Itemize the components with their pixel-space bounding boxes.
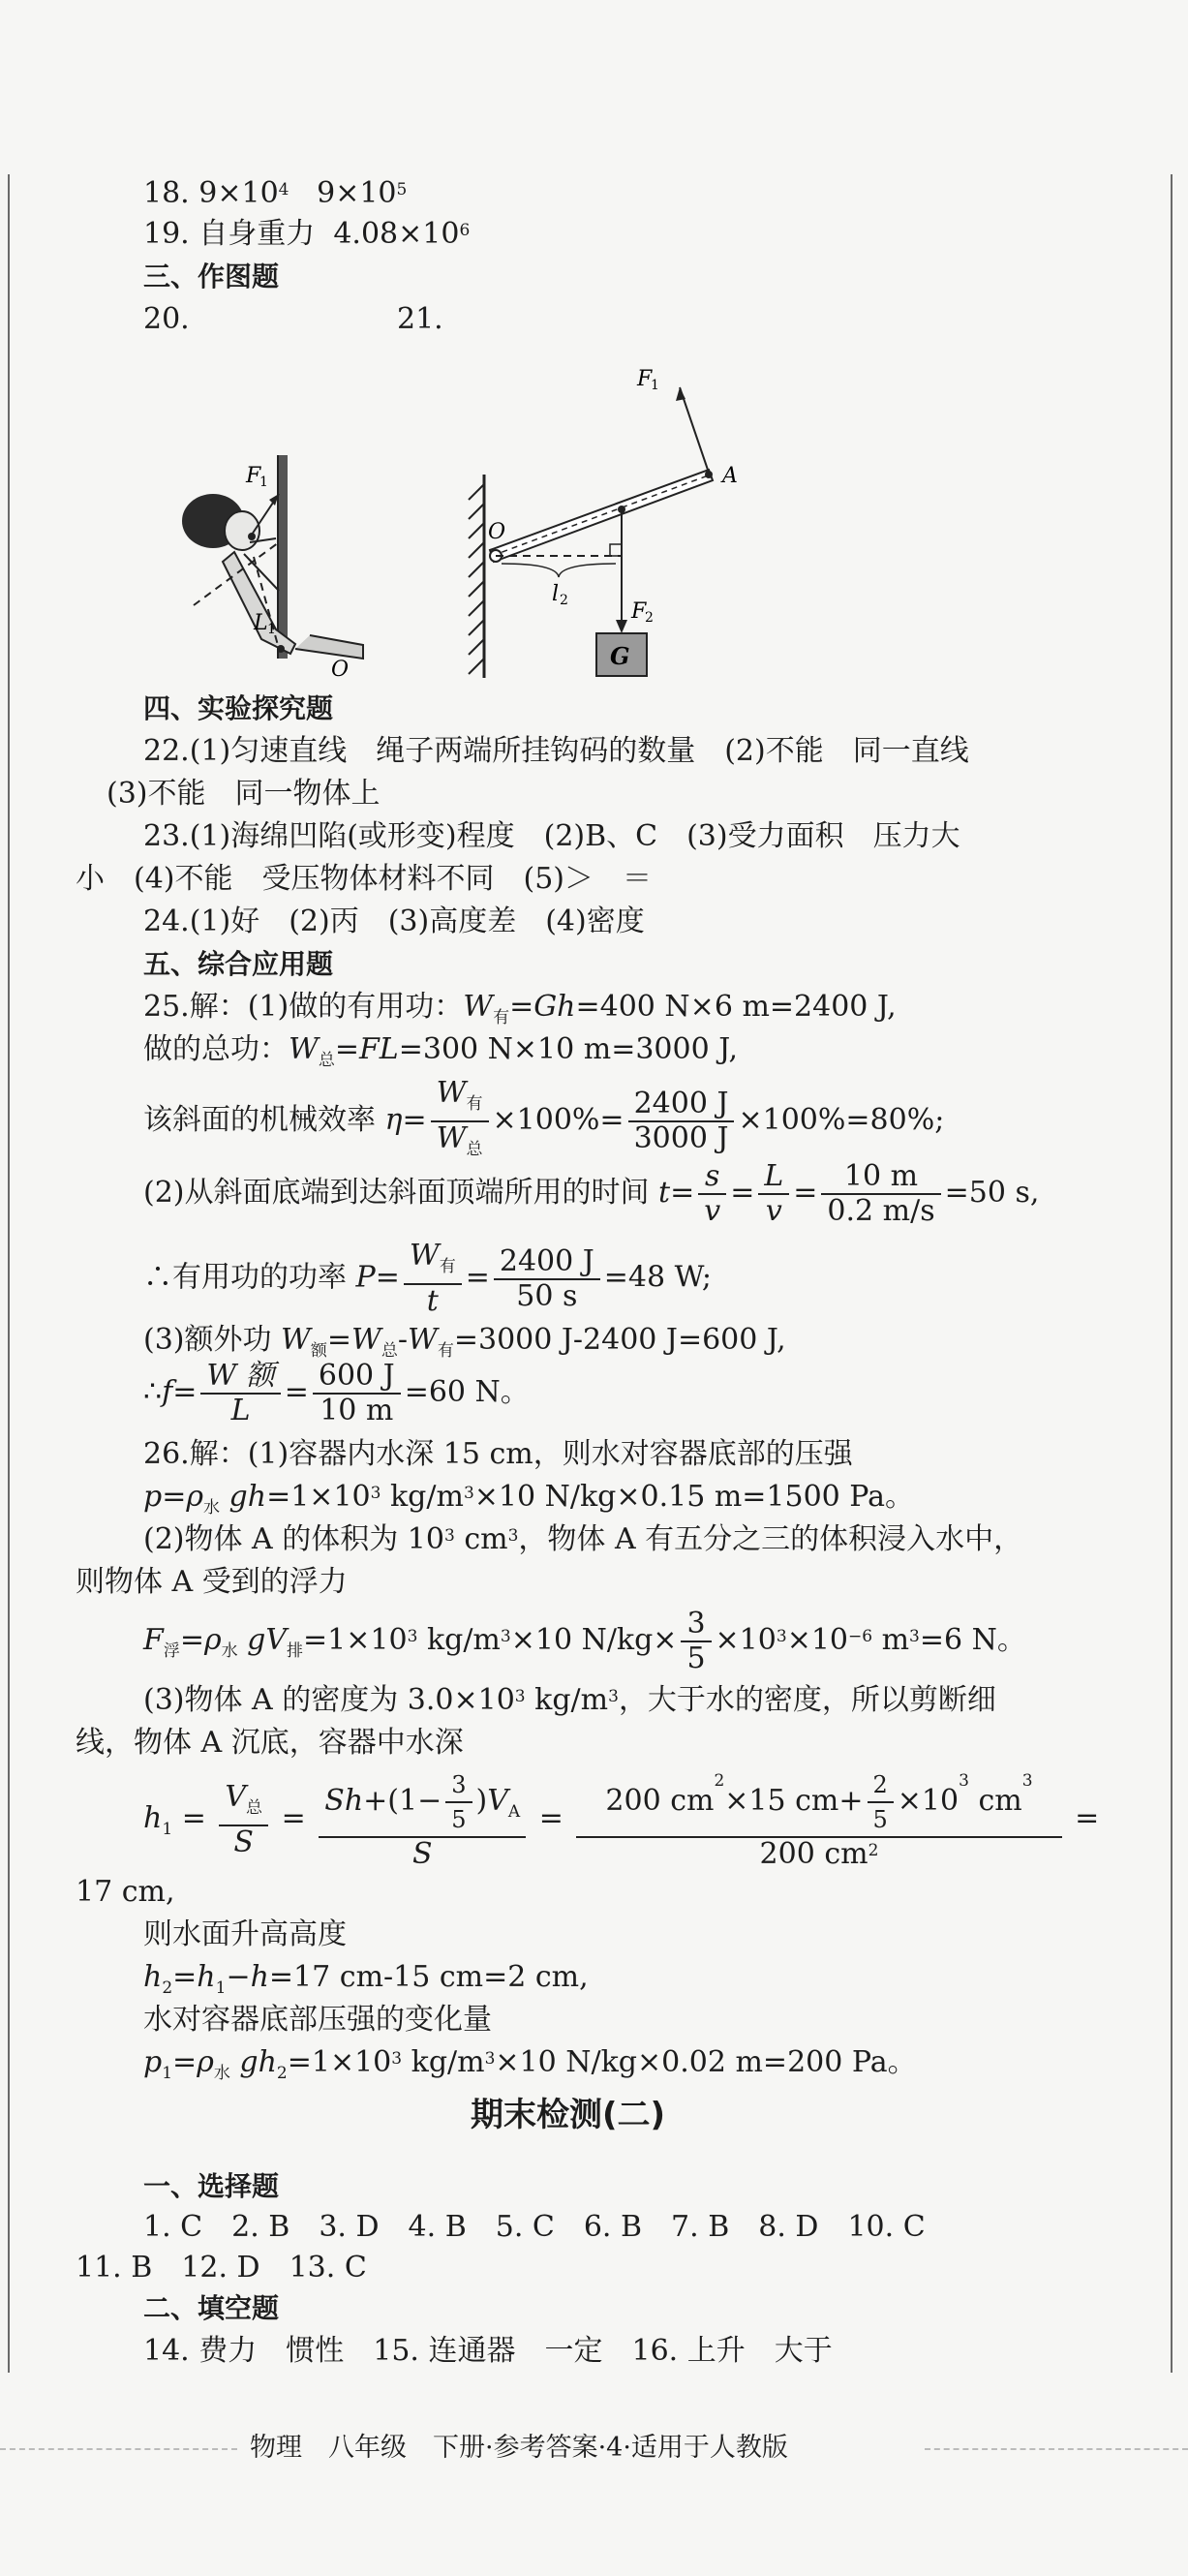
answer-26-line1: 26.解：(1)容器内水深 15 cm，则水对容器底部的压强 (143, 1437, 853, 1471)
fig20-f1-sub: 1 (259, 475, 268, 490)
answer-26-rise: $h_2=h_1-h=17$ cm-15 cm=2 cm, (143, 1960, 589, 1998)
answer-26-change-text: 水对容器底部压强的变化量 (143, 2003, 492, 2037)
fig20-f1: F (246, 464, 261, 488)
choice-answers-line1: 1. C 2. B 3. D 4. B 5. C 6. B 7. B 8. D 10. C (143, 2210, 926, 2244)
answer-26-sink: 线，物体 A 沉底，容器中水深 (76, 1726, 464, 1760)
fig21-f1: F (637, 367, 653, 391)
fig21-f1-sub: 1 (651, 378, 659, 393)
answer-26-pressure: $p=\rho_水$ $gh=1\times 10^3$ $kg/m^3\times 10$ N/kg×0.15 m=1500 Pa。 (143, 1480, 915, 1518)
answer-26-density: (3)物体 A 的密度为 $3.0\times 10^3$ $kg/m^3$，大于水的密度，所以剪断细 (143, 1683, 996, 1717)
answer-25-line2: 做的总功：$W_总=FL=300$ N×10 m=3000 J, (143, 1032, 739, 1070)
section-experiment-heading: 四、实验探究题 (143, 692, 334, 724)
right-margin-line (1171, 174, 1173, 2373)
answer-25-extra-work: (3)额外功 $W_额=W_总-W_有=3000$ J-2400 J=600 J, (143, 1323, 786, 1361)
fig20-l1-sub: 1 (267, 622, 276, 637)
fig21-o: O (488, 520, 506, 544)
fig21-a: A (722, 464, 738, 488)
answer-21-label: 21. (397, 302, 443, 336)
answer-25-power: ∴有用功的功率 P= $\frac{W_有}{t}$ = $\frac{2400 J}{50 s}$ =48 W; (143, 1239, 712, 1318)
fig21-l2: l (552, 582, 560, 606)
section-application-heading: 五、综合应用题 (143, 948, 334, 980)
fig21-f2: F (631, 599, 647, 624)
fig21-f2-sub: 2 (645, 610, 654, 626)
answer-24: 24.(1)好 (2)丙 (3)高度差 (4)密度 (143, 905, 645, 938)
answer-25-line1: 25.解：(1)做的有用功：$W_有=Gh=400$ N×6 m=2400 J, (143, 990, 897, 1027)
answer-26-buoyancy-text: 则物体 A 受到的浮力 (76, 1565, 348, 1599)
answer-25-time: (2)从斜面底端到达斜面顶端所用的时间 t= $\frac{s}{v}$ = $\frac{L}{v}$ = $\frac{10 m}{0.2 m/s}$ =50 s, (143, 1159, 1040, 1228)
fig20-o: O (331, 658, 350, 682)
footer-rule-left (0, 2448, 237, 2450)
footer-text: 物理 八年级 下册·参考答案·4·适用于人教版 (250, 2433, 788, 2463)
answer-26-rise-text: 则水面升高高度 (143, 1917, 347, 1951)
answer-22-line1: 22.(1)匀速直线 绳子两端所挂钩码的数量 (2)不能 同一直线 (143, 734, 969, 768)
answer-22-line2: (3)不能 同一物体上 (107, 777, 381, 811)
answer-26-depth-result: 17 cm, (76, 1875, 175, 1909)
section-drawing-heading: 三、作图题 (143, 261, 280, 292)
page-footer (0, 2429, 1188, 2468)
answer-26-depth: $h_1$ = $\frac{V_总}{S}$ = Sh+(1− $\frac{3}{5}$ )$V_A$ S = 200 $cm^2\times 15$ cm+ $\frac{2}{5}$ $\times 10^3$ $cm^3$ 200 $cm^2$ = (143, 1768, 1099, 1878)
answer-18: 18. $9\times 10^4$ $9\times 10^5$ (143, 176, 408, 210)
choice-answers-line2: 11. B 12. D 13. C (76, 2251, 367, 2285)
left-margin-line (8, 174, 10, 2373)
section-fill-heading: 二、填空题 (143, 2292, 280, 2324)
figure-20-diagram (165, 445, 397, 688)
answer-26-buoyancy: $F_浮=\rho_水$ $gV_排=1\times 10^3$ $kg/m^3\times 10$ N/kg× $\frac{3}{5}$ $\times 10^3\times 10^{-6}$ $m^3=6$ N。 (143, 1607, 1026, 1675)
footer-rule-right (925, 2448, 1188, 2450)
exam-title: 期末检测(二) (471, 2096, 666, 2134)
answer-25-efficiency: 该斜面的机械效率 η= $\frac{W_有}{W_总}$ ×100%= $\frac{2400 J}{3000 J}$ ×100%=80%; (143, 1076, 945, 1159)
answer-25-friction: ∴f= $\frac{\text{W 额}}{L}$ = $\frac{600 J}{10 m}$ =60 N。 (143, 1359, 530, 1427)
answer-19: 19. 自身重力 $4.08\times 10^6$ (143, 217, 471, 251)
fig21-l2-sub: 2 (560, 593, 568, 608)
answer-23-line1: 23.(1)海绵凹陷(或形变)程度 (2)B、C (3)受力面积 压力大 (143, 819, 960, 853)
answer-26-change: $p_1=\rho_水$ $gh_2=1\times 10^3$ $kg/m^3\times 10$ N/kg×0.02 m=200 Pa。 (143, 2045, 917, 2083)
answer-20-label: 20. (143, 302, 190, 336)
section-choice-heading: 一、选择题 (143, 2170, 280, 2202)
answer-23-line2: 小 (4)不能 受压物体材料不同 (5)＞ ＝ (76, 862, 652, 896)
answer-26-volume: (2)物体 A 的体积为 $10^3$ $cm^3$，物体 A 有五分之三的体积浸入水中， (143, 1522, 1023, 1556)
figure-21-diagram (455, 358, 775, 688)
fig21-g: G (610, 642, 630, 670)
fig20-l1: L (254, 611, 268, 635)
fill-answers-line1: 14. 费力 惯性 15. 连通器 一定 16. 上升 大于 (143, 2334, 833, 2368)
